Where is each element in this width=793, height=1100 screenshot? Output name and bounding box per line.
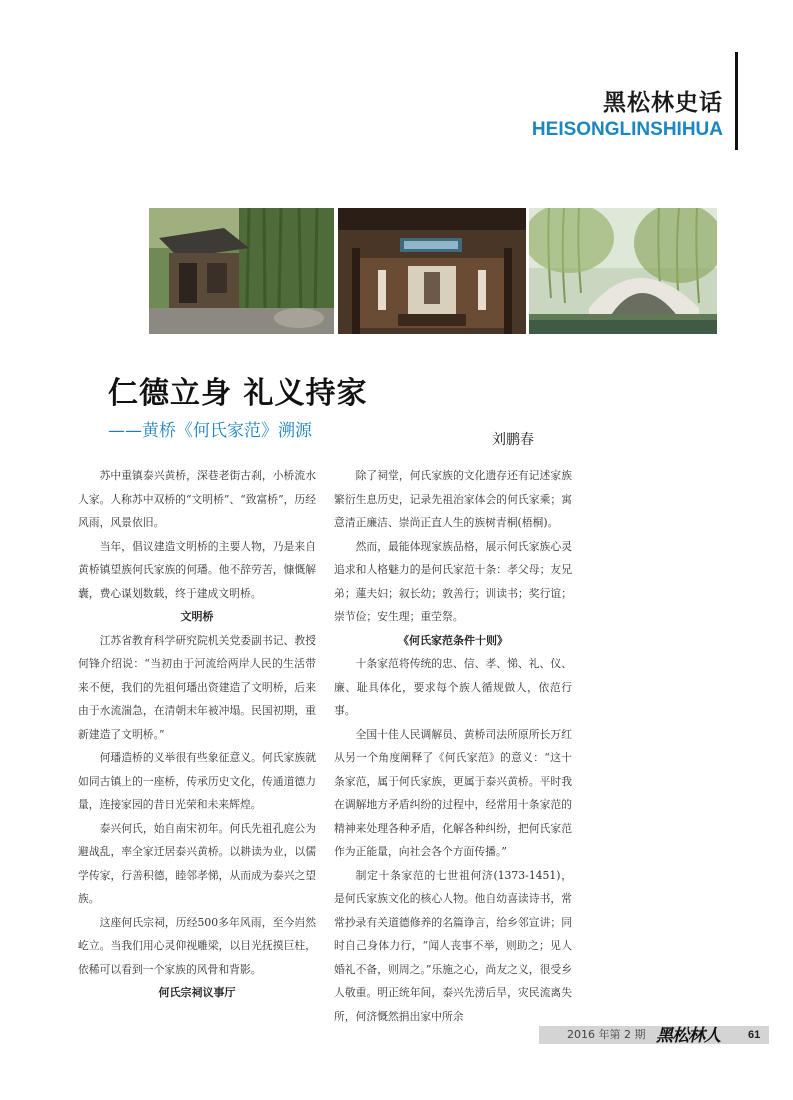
- column-pinyin: HEISONGLINSHIHUA: [531, 119, 723, 140]
- paragraph: 江苏省教育科学研究院机关党委副书记、教授何锋介绍说：“当初由于河流给两岸人民的生活带来不便，我们的先祖何璠出资建造了文明桥，后来由于水流湍急，在清朝末年被冲塌。民国初期，重新建造了文明桥。”: [78, 633, 316, 741]
- article-title: 仁德立身 礼义持家: [108, 376, 368, 411]
- wooden-pavilion-with-bamboo-photo: [149, 208, 334, 334]
- section-heading: 文明桥: [180, 610, 214, 623]
- paragraph: 十条家范将传统的忠、信、孝、悌、礼、仪、廉、耻具体化，要求每个族人循规做人，依范行事。: [334, 657, 572, 717]
- paragraph: 制定十条家范的七世祖何济(1373-1451)，是何氏家族文化的核心人物。他自幼喜读诗书，常常抄录有关道德修养的名篇诤言，给乡邻宣讲；同时自己身体力行，“闻人丧事不举，则助之；见人婚礼不备，则周之。”乐施之心，尚友之义，很受乡人敬重。明正统年间，泰兴先涝后旱，灾民流离失所，何济慨然捐出家中所余: [334, 868, 572, 1023]
- paragraph: 这座何氏宗祠，历经500多年风雨，至今岿然屹立。当我们用心灵仰视雕梁，以目光抚摸巨柱，依稀可以看到一个家族的风骨和背影。: [78, 915, 316, 976]
- right-text-column: [334, 464, 572, 1028]
- paragraph: 全国十佳人民调解员、黄桥司法所原所长万红从另一个角度阐释了《何氏家范》的意义：“这十条家范，属于何氏家族，更属于泰兴黄桥。平时我在调解地方矛盾纠纷的过程中，经常用十条家范的精神来处理各种矛盾，化解各种纠纷，把何氏家范作为正能量，向社会各个方面传播。”: [334, 727, 572, 858]
- ancestral-hall-interior-photo: [338, 208, 526, 334]
- column-name: 黑松林史话: [603, 90, 723, 116]
- article-author: 刘鹏春: [492, 432, 534, 448]
- paragraph: 然而，最能体现家族品格，展示何氏家族心灵追求和人格魅力的是何氏家范十条：孝父母；友兄弟；蓮夫妇；叙长幼；敦善行；训读书；奖行谊；崇节俭；安生理；重茔祭。: [334, 539, 572, 623]
- section-heading: 《何氏家范条件十则》: [398, 633, 508, 647]
- paragraph: 何璠造桥的义举很有些象征意义。何氏家族就如同古镇上的一座桥，传承历史文化，传通道德力量，连接家园的昔日光荣和未来辉煌。: [78, 751, 316, 811]
- header-divider-line: [735, 52, 738, 150]
- section-heading: 何氏宗祠议事厅: [158, 986, 236, 999]
- page-number: 61: [748, 1029, 761, 1041]
- issue-label: 2016 年第 2 期: [567, 1028, 646, 1041]
- paragraph: 当年，倡议建造文明桥的主要人物，乃是来自黄桥镇望族何氏家族的何璠。他不辞劳苦，慷慨解囊，费心谋划数载，终于建成文明桥。: [78, 539, 316, 600]
- paragraph: 泰兴何氏，始自南宋初年。何氏先祖孔庭公为避战乱，率全家迁居泰兴黄桥。以耕读为业，以儒学传家，行善积德，睦邻孝悌，从而成为泰兴之望族。: [78, 821, 316, 905]
- article-subtitle: ——黄桥《何氏家范》溯源: [108, 421, 312, 441]
- arched-bridge-with-willows-photo: [529, 208, 717, 334]
- left-text-column: [78, 464, 316, 1005]
- magazine-logo: 黑松林人: [656, 1026, 720, 1046]
- paragraph: 除了祠堂，何氏家族的文化遗存还有记述家族繁衍生息历史，记录先祖治家体会的何氏家乘；寓意清正廉洁、崇尚正直人生的族树青桐(梧桐)。: [334, 469, 572, 529]
- paragraph: 苏中重镇泰兴黄桥，深巷老街古刹，小桥流水人家。人称苏中双桥的“文明桥”、“致富桥”，历经风雨，风景依旧。: [78, 469, 317, 529]
